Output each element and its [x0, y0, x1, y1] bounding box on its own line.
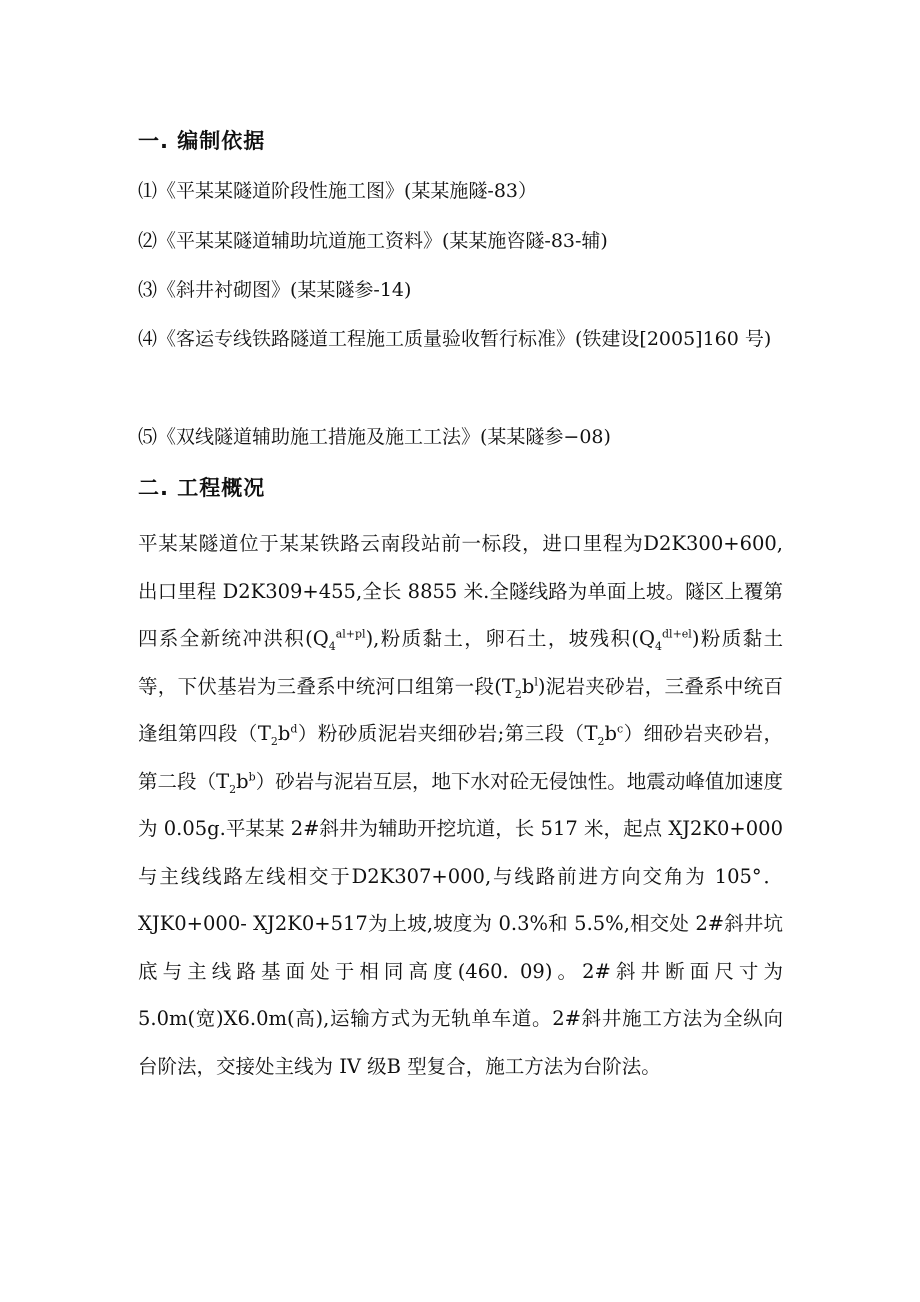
- reference-item-4: ⑷《客运专线铁路隧道工程施工质量验收暂行标准》(铁建设[2005]160 号): [138, 328, 772, 350]
- reference-item-5: ⑸《双线隧道辅助施工措施及施工工法》(某某隧参−08): [138, 426, 611, 448]
- reference-item-1: ⑴《平某某隧道阶段性施工图》(某某施隧-83）: [138, 180, 538, 202]
- section-heading-overview: 二. 工程概况: [138, 476, 266, 500]
- section-heading-basis: 一. 编制依据: [138, 129, 266, 153]
- reference-item-2: ⑵《平某某隧道辅助坑道施工资料》(某某施咨隧-83-辅): [138, 230, 608, 252]
- overview-paragraph: 平某某隧道位于某某铁路云南段站前一标段，进口里程为D2K300+600,出口里程 D2K309+455,全长 8855 米.全隧线路为单面上坡。隧区上覆第四系全新统冲洪积$(Q_4^{al+pl})$,粉质黏土，卵石土，坡残积$(Q_4^{dl+el})$粉质黏土等，下伏基岩为三叠系中统河口组第一段$(T_2b^l)$泥岩夹砂岩，三叠系中统百逢组第四段$(T_2b^d)$粉砂质泥岩夹细砂岩;第三段$(T_2b^c)$细砂岩夹砂岩，第二段$(T_2b^b)$砂岩与泥岩互层，地下水对砼无侵蚀性。地震动峰值加速度为 0.05g.平某某 2#斜井为辅助开挖坑道，长 517 米，起点 XJ2K0+000 与主线线路左线相交于D2K307+000,与线路前进方向交角为 105°．XJK0+000- XJ2K0+517为上坡,坡度为 0.3%和 5.5%,相交处 2#斜井坑底与主线路基面处于相同高度(460. 09)。2#斜井断面尺寸为 5.0m(宽)X6.0m(高),运输方式为无轨单车道。2#斜井施工方法为全纵向台阶法，交接处主线为 IV 级B 型复合，施工方法为台阶法。: [138, 532, 783, 1078]
- reference-item-3: ⑶《斜井衬砌图》(某某隧参-14): [138, 279, 412, 301]
